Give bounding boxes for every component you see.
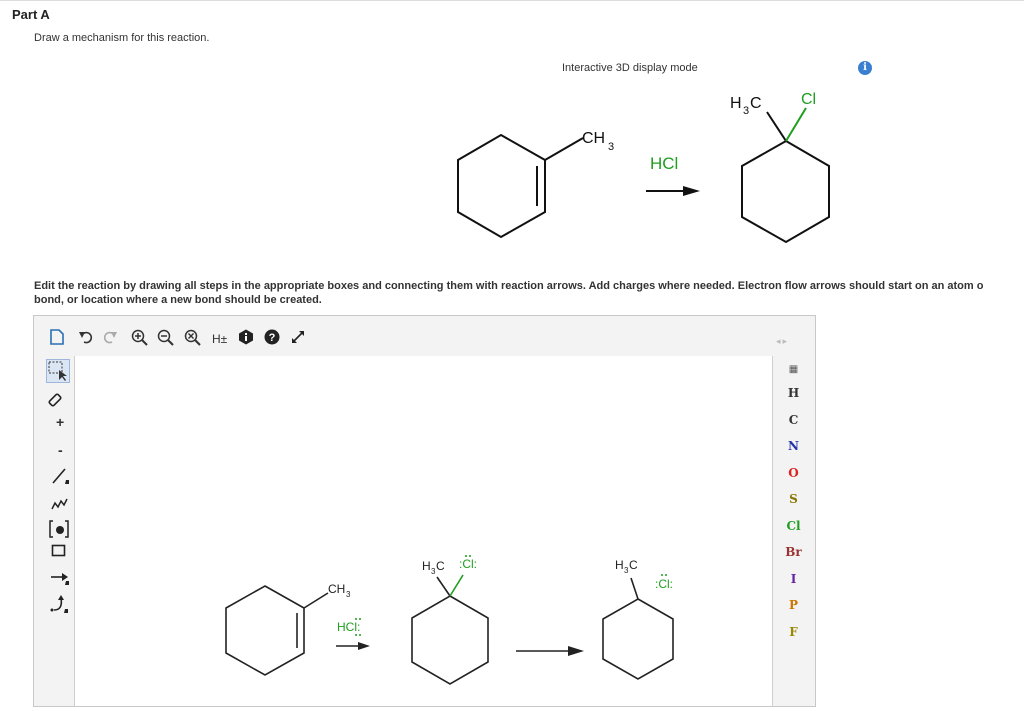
electron-flow-arrow-icon[interactable]: [49, 594, 69, 617]
reaction-arrow: [646, 186, 700, 196]
canvas-product-methyl: H: [615, 558, 624, 572]
undo-icon[interactable]: [78, 329, 94, 347]
element-button-i[interactable]: I: [790, 571, 797, 586]
canvas-reagent-lone-pair-dot: [359, 634, 361, 636]
element-button-c[interactable]: C: [788, 412, 799, 427]
periodic-table-icon[interactable]: ▦: [788, 364, 799, 375]
sketcher-editor: [33, 315, 816, 707]
canvas-intermediate-lone-pair-dot: [465, 555, 467, 557]
product-chloro-label: Cl: [801, 91, 817, 108]
canvas-arrow-1: [336, 642, 370, 650]
panel-nav-arrows[interactable]: ◂▸: [776, 336, 790, 346]
instructions-line1: Edit the reaction by drawing all steps in the appropriate boxes and connecting them with reaction arrows. Add charges where needed. Electron flow arrows should start on an atom o: [34, 280, 984, 292]
canvas-intermediate-lone-pair-dot: [469, 555, 471, 557]
product-cyclohexane: [742, 112, 829, 242]
canvas-product-lone-pair-dot: [665, 574, 667, 576]
product-chloro-bond: [786, 108, 806, 141]
element-button-br[interactable]: Br: [785, 545, 802, 559]
element-button-s[interactable]: S: [789, 492, 798, 506]
canvas-intermediate-chloro: :Cl:: [459, 557, 477, 571]
canvas-intermediate-methyl-carbon: C: [436, 559, 445, 573]
part-title: Part A: [12, 7, 50, 22]
info-icon[interactable]: i: [858, 61, 872, 75]
help-icon[interactable]: [264, 329, 280, 347]
explicit-hydrogens-toggle[interactable]: H±: [212, 332, 228, 346]
rectangle-tool-icon[interactable]: [51, 544, 67, 561]
element-button-h[interactable]: H: [787, 386, 800, 400]
eraser-icon[interactable]: [46, 391, 64, 412]
editor-toolbar: [34, 316, 815, 356]
template-tool-icon[interactable]: [48, 519, 70, 542]
reaction-arrow-tool-icon[interactable]: [50, 571, 70, 588]
element-palette: [772, 356, 815, 706]
canvas-product-lone-pair-dot: [661, 574, 663, 576]
canvas-drawing: [75, 356, 772, 706]
canvas-arrow-2: [516, 646, 584, 656]
svg-text:?: ?: [268, 332, 276, 344]
product-methyl-label: H: [730, 95, 742, 112]
canvas-reagent-lone-pair-dot: [359, 618, 361, 620]
reactant-methyl-subscript: 3: [608, 141, 615, 153]
question-prompt: Draw a mechanism for this reaction.: [34, 32, 210, 44]
zoom-out-icon[interactable]: [157, 329, 175, 347]
positive-charge-tool[interactable]: +: [56, 414, 65, 430]
instructions-line2: bond, or location where a new bond should be created.: [34, 294, 322, 306]
selection-tool-icon[interactable]: [46, 359, 70, 383]
about-icon[interactable]: [238, 329, 254, 347]
element-button-p[interactable]: P: [788, 598, 799, 612]
canvas-intermediate-methyl: H: [422, 559, 431, 573]
canvas-reagent-lone-pair-dot: [355, 618, 357, 620]
product-methyl-carbon: C: [750, 95, 762, 112]
canvas-intermediate: [412, 577, 488, 684]
canvas-product-chloro: :Cl:: [655, 577, 673, 591]
canvas-intermediate-methyl-subscript: 3: [431, 567, 436, 576]
negative-charge-tool[interactable]: -: [58, 442, 63, 458]
chain-tool-icon[interactable]: [50, 494, 70, 515]
zoom-reset-icon[interactable]: [184, 329, 202, 347]
canvas-reagent: HCl:: [337, 620, 361, 634]
fullscreen-icon[interactable]: [290, 329, 306, 347]
left-toolbar: [34, 356, 72, 706]
reactant-cyclohexene: [458, 135, 583, 237]
element-button-o[interactable]: O: [788, 465, 799, 480]
canvas-product: [603, 578, 673, 679]
canvas-reactant-methyl-subscript: 3: [346, 590, 351, 599]
reaction-scheme: [0, 0, 1024, 280]
single-bond-tool-icon[interactable]: [50, 466, 70, 489]
canvas-product-methyl-subscript: 3: [624, 566, 629, 575]
instructions: [34, 279, 1024, 307]
canvas-reagent-lone-pair-dot: [355, 634, 357, 636]
canvas-reactant-methyl: CH: [328, 582, 346, 596]
reagent-label: HCl: [650, 154, 679, 173]
canvas-intermediate-chloro-bond: [450, 575, 463, 596]
display-mode-label[interactable]: Interactive 3D display mode: [562, 62, 698, 74]
canvas-reactant: [226, 586, 328, 675]
canvas-product-methyl-carbon: C: [629, 558, 638, 572]
redo-icon[interactable]: [102, 329, 118, 347]
product-methyl-subscript: 3: [743, 105, 750, 117]
new-document-icon[interactable]: [50, 329, 64, 347]
element-button-f[interactable]: F: [789, 624, 798, 639]
zoom-in-icon[interactable]: [131, 329, 149, 347]
element-button-n[interactable]: N: [788, 439, 799, 453]
element-button-cl[interactable]: Cl: [786, 518, 801, 533]
drawing-canvas[interactable]: [74, 356, 773, 706]
reactant-methyl-label: CH: [582, 130, 606, 147]
